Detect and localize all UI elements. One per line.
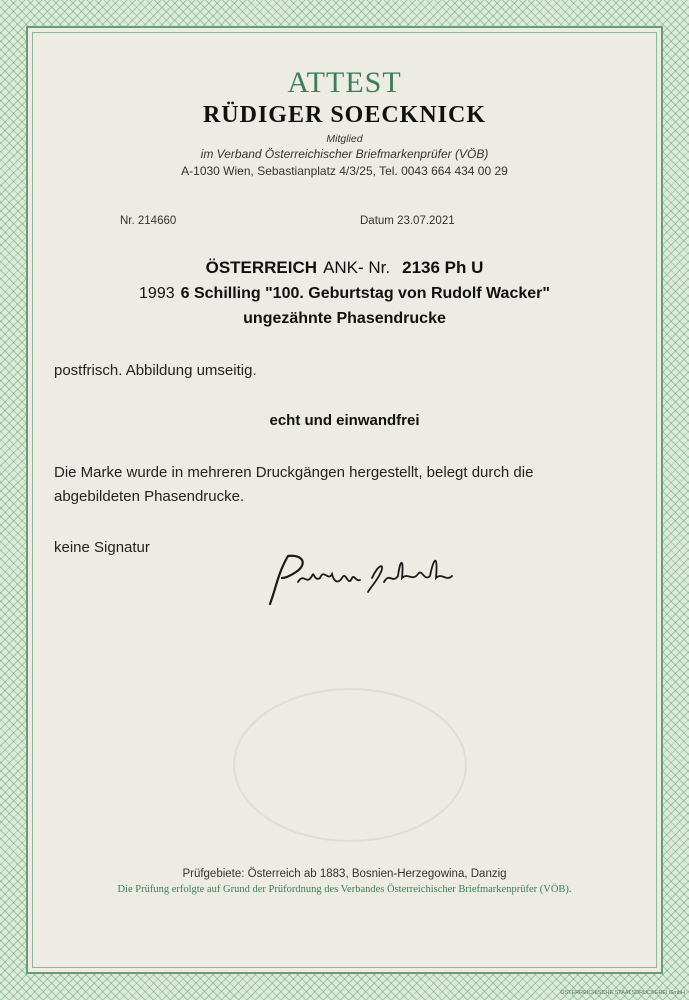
stamp-catalog-line: [0, 258, 689, 278]
remarks: Die Marke wurde in mehreren Druckgängen hergestellt, belegt durch die abgebildeten Phasendrucke.: [54, 464, 534, 505]
membership-label: Mitglied: [326, 133, 363, 145]
printer-imprint: ÖSTERREICHISCHE STAATSDRUCKEREI GmbH: [560, 990, 685, 996]
catalog-label: ANK- Nr.: [323, 258, 391, 277]
stamp-description: 6 Schilling "100. Geburtstag von Rudolf Wacker": [180, 285, 550, 302]
legal-note: Die Prüfung erfolgte auf Grund der Prüfordnung des Verbandes Österreichischer Briefmarkenprüfer (VÖB).: [117, 884, 572, 895]
certificate-title: ATTEST: [287, 66, 402, 99]
catalog-number: 2136 Ph U: [402, 258, 484, 277]
certificate-date: Datum 23.07.2021: [360, 215, 455, 227]
watermark-emblem: [233, 688, 467, 842]
stamp-description-line: [0, 285, 689, 303]
stamp-year: 1993: [139, 285, 175, 302]
signature-note: keine Signatur: [54, 539, 150, 556]
certificate-number: Nr. 214660: [120, 215, 177, 227]
handwritten-signature: [248, 548, 468, 608]
verdict: echt und einwandfrei: [269, 412, 420, 429]
examination-areas: Prüfgebiete: Österreich ab 1883, Bosnien-Herzegowina, Danzig: [182, 868, 507, 880]
examiner-address: A-1030 Wien, Sebastianplatz 4/3/25, Tel. 0043 664 434 00 29: [181, 164, 508, 178]
stamp-variant: ungezähnte Phasendrucke: [243, 310, 446, 327]
examiner-name: RÜDIGER SOECKNICK: [202, 102, 487, 128]
association-line: im Verband Österreichischer Briefmarkenprüfer (VÖB): [200, 147, 489, 161]
stamp-condition: postfrisch. Abbildung umseitig.: [54, 362, 257, 379]
stamp-country: ÖSTERREICH: [205, 258, 318, 277]
